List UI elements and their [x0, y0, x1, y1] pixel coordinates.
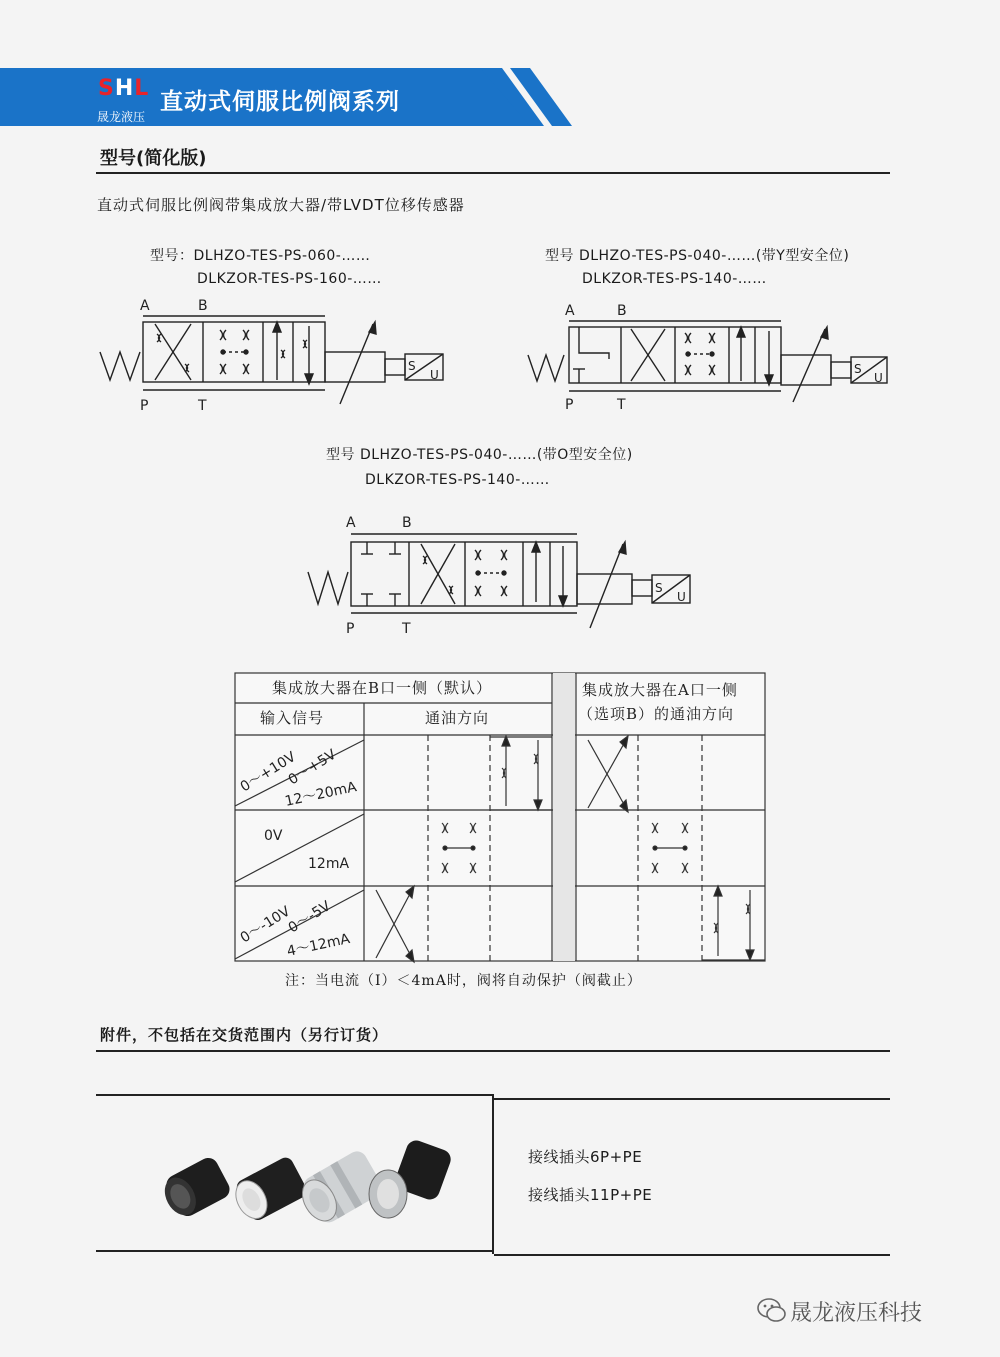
connector-photo — [160, 1132, 480, 1227]
svg-text:S: S — [854, 362, 862, 376]
svg-text:12mA: 12mA — [308, 856, 350, 872]
svg-text:0～-10V: 0～-10V — [237, 903, 294, 947]
svg-text:（选项B）的通油方向: （选项B）的通油方向 — [578, 705, 735, 723]
svg-text:0～+5V: 0～+5V — [285, 746, 340, 789]
header-stripes — [480, 68, 580, 126]
svg-text:U: U — [430, 368, 439, 382]
svg-text:U: U — [677, 590, 686, 604]
svg-text:T: T — [402, 621, 411, 637]
accessories-title: 附件，不包括在交货范围内（另行订货） — [100, 1026, 389, 1044]
valve-symbol-center — [305, 510, 705, 640]
svg-text:T: T — [617, 397, 626, 413]
logo: SHL — [98, 76, 150, 101]
accessory-item: 接线插头11P+PE — [528, 1186, 653, 1204]
table-top-right — [494, 1098, 890, 1100]
svg-text:通油方向: 通油方向 — [425, 709, 490, 727]
watermark: 晟龙液压科技 — [790, 1301, 923, 1326]
page-title: 直动式伺服比例阀系列 — [160, 89, 400, 115]
svg-text:S: S — [408, 359, 416, 373]
svg-text:S: S — [655, 581, 663, 595]
model-left-line1: 型号：DLHZO-TES-PS-060-…… — [150, 248, 371, 264]
note: 注：当电流（I）＜4mA时，阀将自动保护（阀截止） — [285, 973, 642, 989]
table-divider — [492, 1096, 494, 1254]
svg-text:P: P — [140, 398, 149, 414]
svg-text:A: A — [346, 515, 356, 531]
svg-text:T: T — [198, 398, 207, 414]
table-bottom-left — [96, 1250, 494, 1252]
accessory-item: 接线插头6P+PE — [528, 1148, 643, 1166]
model-left-line2: DLKZOR-TES-PS-160-…… — [197, 271, 382, 287]
valve-symbol-left — [95, 292, 455, 417]
divider — [96, 172, 890, 174]
svg-text:集成放大器在A口一侧: 集成放大器在A口一侧 — [582, 681, 738, 699]
svg-text:0～-5V: 0～-5V — [285, 898, 334, 937]
svg-text:0～+10V: 0～+10V — [237, 748, 299, 796]
svg-text:B: B — [198, 298, 208, 314]
svg-text:4～12mA: 4～12mA — [285, 930, 352, 960]
svg-text:输入信号: 输入信号 — [260, 709, 325, 727]
svg-text:P: P — [565, 397, 574, 413]
svg-text:A: A — [565, 303, 575, 319]
model-right-line1: 型号 DLHZO-TES-PS-040-……(带Y型安全位) — [545, 248, 850, 264]
svg-text:A: A — [140, 298, 150, 314]
wechat-icon — [756, 1296, 788, 1326]
svg-text:0V: 0V — [264, 828, 283, 844]
signal-table — [230, 668, 770, 966]
section-title: 型号(简化版) — [100, 148, 207, 169]
logo-caption: 晟龙液压 — [97, 110, 146, 124]
svg-text:12～20mA: 12～20mA — [283, 779, 359, 810]
svg-text:U: U — [874, 371, 883, 385]
svg-text:P: P — [346, 621, 355, 637]
divider — [96, 1050, 890, 1052]
model-center-line2: DLKZOR-TES-PS-140-…… — [365, 472, 550, 488]
model-right-line2: DLKZOR-TES-PS-140-…… — [582, 271, 767, 287]
svg-text:B: B — [617, 303, 627, 319]
svg-text:集成放大器在B口一侧（默认）: 集成放大器在B口一侧（默认） — [272, 679, 493, 697]
section-subtitle: 直动式伺服比例阀带集成放大器/带LVDT位移传感器 — [97, 196, 465, 214]
table-top-left — [96, 1094, 494, 1096]
table-bottom-right — [494, 1254, 890, 1256]
svg-text:B: B — [402, 515, 412, 531]
model-center-line1: 型号 DLHZO-TES-PS-040-……(带O型安全位) — [326, 447, 633, 463]
valve-symbol-right — [525, 297, 895, 417]
